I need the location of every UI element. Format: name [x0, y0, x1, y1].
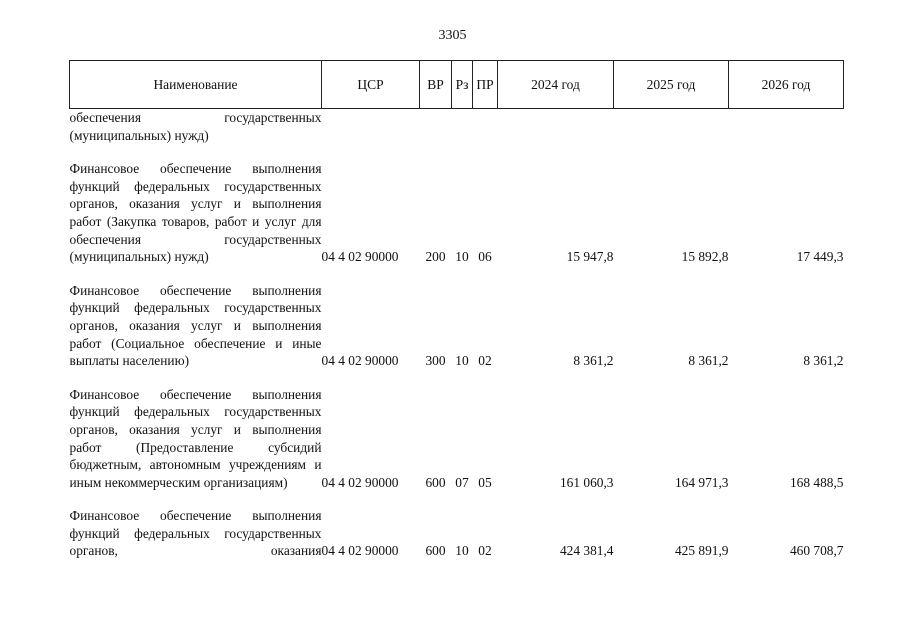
row-spacer	[70, 491, 844, 507]
header-rz: Рз	[452, 61, 473, 109]
row-csr	[322, 109, 420, 145]
row-vr	[420, 109, 452, 145]
row-2025: 8 361,2	[688, 353, 729, 369]
row-csr: 04 4 02 90000	[321, 353, 399, 369]
row-2024	[498, 109, 614, 145]
row-name: Финансовое обеспечение выполнения функций федеральных государственных органов, оказания	[69, 508, 322, 559]
header-2024: 2024 год	[498, 61, 614, 109]
row-csr: 04 4 02 90000	[321, 474, 399, 490]
row-pr: 05	[478, 474, 492, 490]
header-name: Наименование	[70, 61, 322, 109]
table-row	[70, 160, 844, 266]
row-pr: 02	[478, 543, 492, 559]
row-2026: 168 488,5	[789, 474, 844, 490]
row-2026: 8 361,2	[803, 353, 844, 369]
row-name: Финансовое обеспечение выполнения функций федеральных государственных органов, оказания услуг и выполнения работ (Закупка товаров, работ и услуг для обеспечения государственных (муниципальных) нужд)	[69, 161, 322, 265]
page-number: 3305	[438, 28, 467, 43]
row-spacer	[70, 370, 844, 386]
header-2025: 2025 год	[614, 61, 729, 109]
row-vr: 600	[425, 543, 446, 559]
table-row	[70, 109, 844, 145]
row-csr: 04 4 02 90000	[321, 249, 399, 265]
row-2024: 15 947,8	[566, 249, 614, 265]
row-vr: 300	[425, 353, 446, 369]
row-csr: 04 4 02 90000	[321, 543, 399, 559]
row-name: обеспечения государственных (муниципальных) нужд)	[69, 110, 322, 143]
row-rz: 10	[455, 543, 469, 559]
table-row	[70, 507, 844, 560]
row-2025: 15 892,8	[681, 249, 729, 265]
row-2025	[614, 109, 729, 145]
row-2024: 8 361,2	[573, 353, 614, 369]
row-name: Финансовое обеспечение выполнения функций федеральных государственных органов, оказания услуг и выполнения работ (Предоставление субсидий бюджетным, автономным учреждениям и иным некоммерческим организациям)	[69, 386, 322, 490]
row-2026: 460 708,7	[789, 543, 844, 559]
row-spacer	[70, 266, 844, 282]
header-vr: ВР	[420, 61, 452, 109]
budget-table	[69, 60, 844, 560]
header-2026: 2026 год	[729, 61, 844, 109]
row-pr: 02	[478, 353, 492, 369]
row-pr: 06	[478, 249, 492, 265]
row-2024: 424 381,4	[559, 543, 614, 559]
row-vr: 200	[425, 249, 446, 265]
header-pr: ПР	[473, 61, 498, 109]
table-row	[70, 282, 844, 370]
row-name: Финансовое обеспечение выполнения функций федеральных государственных органов, оказания услуг и выполнения работ (Социальное обеспечение и иные выплаты населению)	[69, 282, 322, 369]
header-csr: ЦСР	[322, 61, 420, 109]
row-2026: 17 449,3	[796, 249, 844, 265]
row-rz: 10	[455, 353, 469, 369]
row-2024: 161 060,3	[559, 474, 614, 490]
row-spacer	[70, 144, 844, 160]
row-rz: 07	[455, 474, 469, 490]
row-2026	[729, 109, 844, 145]
row-vr: 600	[425, 474, 446, 490]
table-row	[70, 386, 844, 492]
row-2025: 164 971,3	[674, 474, 729, 490]
row-pr	[473, 109, 498, 145]
row-2025: 425 891,9	[674, 543, 729, 559]
table-header-row	[70, 61, 844, 109]
row-rz: 10	[455, 249, 469, 265]
row-rz	[452, 109, 473, 145]
